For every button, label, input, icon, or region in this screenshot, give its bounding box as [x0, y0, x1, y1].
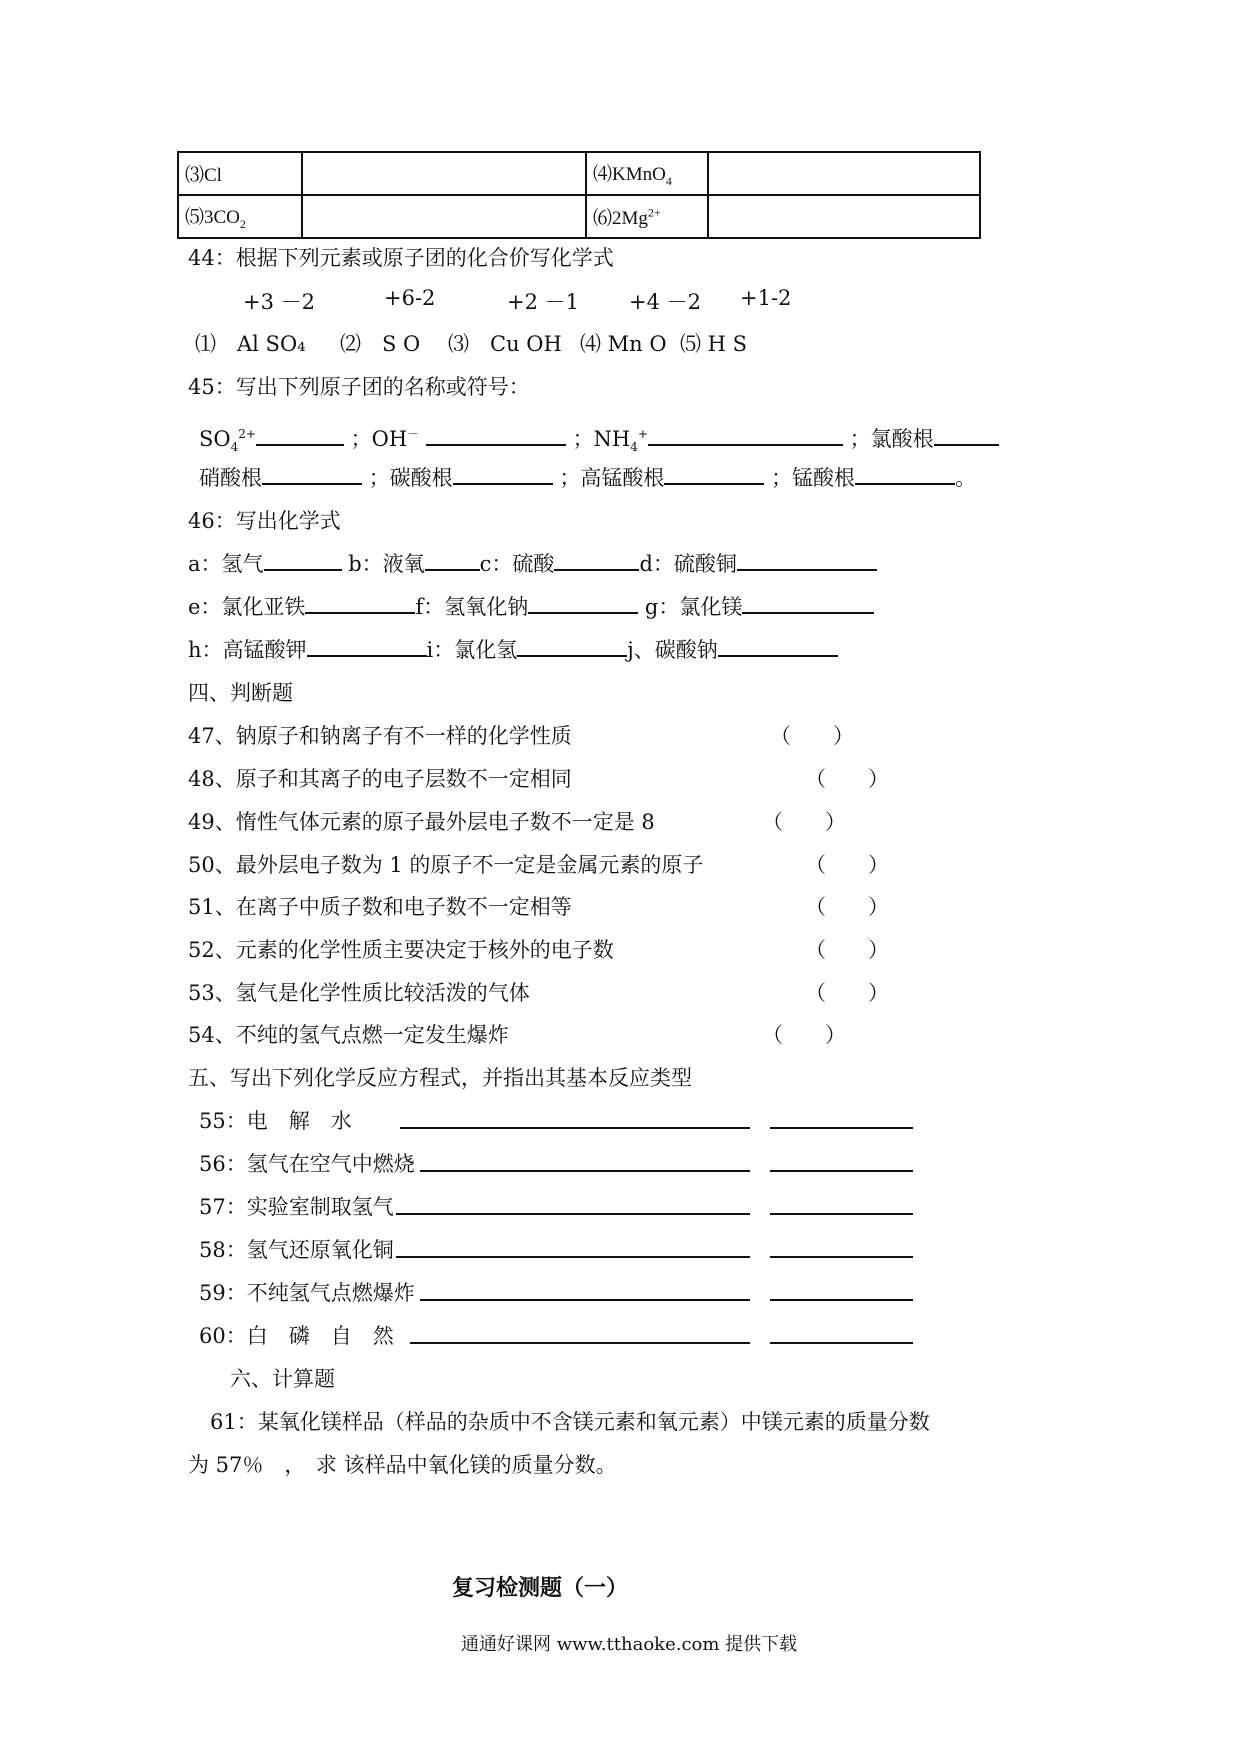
- answer-paren[interactable]: （ ）: [805, 853, 889, 877]
- answer-paren[interactable]: （ ）: [762, 810, 846, 834]
- answer-line[interactable]: [664, 463, 764, 485]
- section6-title: 六、计算题: [230, 1367, 335, 1391]
- judge-item: 54、不纯的氢气点燃一定发生爆炸: [188, 1023, 509, 1047]
- section4-title: 四、判断题: [188, 681, 293, 705]
- equation-item: 59：不纯氢气点燃爆炸: [199, 1281, 415, 1305]
- answer-line[interactable]: [256, 424, 344, 446]
- answer-paren[interactable]: （ ）: [805, 938, 889, 962]
- valence: +3 －2: [243, 290, 315, 314]
- judge-item: 51、在离子中质子数和电子数不一定相等: [188, 895, 572, 919]
- table-row: [178, 152, 980, 195]
- equation-line[interactable]: [420, 1279, 750, 1301]
- answer-line[interactable]: [453, 463, 553, 485]
- table-cell-blank[interactable]: [708, 152, 980, 195]
- footer-text: 通通好课网 www.tthaoke.com 提供下载: [461, 1634, 798, 1655]
- reaction-type-line[interactable]: [770, 1150, 913, 1172]
- equation-line[interactable]: [396, 1193, 750, 1215]
- equation-line[interactable]: [410, 1322, 750, 1344]
- answer-line[interactable]: [554, 549, 639, 571]
- equation-item: 57：实验室制取氢气: [199, 1195, 394, 1219]
- equation-item: 58：氢气还原氧化铜: [199, 1238, 394, 1262]
- equation-line[interactable]: [396, 1236, 750, 1258]
- judge-item: 52、元素的化学性质主要决定于核外的电子数: [188, 938, 614, 962]
- answer-line[interactable]: [528, 592, 638, 614]
- table-row: [178, 195, 980, 238]
- reaction-type-line[interactable]: [770, 1107, 913, 1129]
- q45-row2: 硝酸根 ；碳酸根 ；高锰酸根 ；锰酸根 。: [199, 462, 976, 492]
- reaction-type-line[interactable]: [770, 1193, 913, 1215]
- q46-row: h：高锰酸钾 i：氯化氢 j、碳酸钠: [188, 634, 838, 664]
- answer-paren[interactable]: （ ）: [762, 1023, 846, 1047]
- reaction-type-line[interactable]: [770, 1279, 913, 1301]
- answer-line[interactable]: [517, 635, 627, 657]
- q44-item: ⑷ Mn O: [580, 332, 667, 356]
- table-cell-blank[interactable]: [302, 152, 586, 195]
- answer-line[interactable]: [934, 424, 999, 446]
- valence: +4 －2: [629, 290, 701, 314]
- answer-paren[interactable]: （ ）: [805, 981, 889, 1005]
- judge-item: 50、最外层电子数为 1 的原子不一定是金属元素的原子: [188, 853, 704, 877]
- answer-line[interactable]: [262, 463, 362, 485]
- equation-line[interactable]: [420, 1150, 750, 1172]
- judge-item: 49、惰性气体元素的原子最外层电子数不一定是 8: [188, 810, 655, 834]
- page-heading: 复习检测题（一）: [452, 1576, 629, 1601]
- answer-paren[interactable]: （ ）: [770, 724, 854, 748]
- answer-line[interactable]: [307, 635, 427, 657]
- answer-paren[interactable]: （ ）: [805, 767, 889, 791]
- q46-title: 46：写出化学式: [188, 509, 341, 533]
- answer-line[interactable]: [648, 424, 843, 446]
- q44-item: ⑵ S O: [340, 332, 421, 356]
- q45-row1: $SO_4^{2+}$ ；OH－ ；$NH_4^+$ ；氯酸根: [199, 423, 999, 454]
- table-cell-blank[interactable]: [708, 195, 980, 238]
- answer-line[interactable]: [426, 424, 566, 446]
- answer-line[interactable]: [855, 463, 955, 485]
- answer-paren[interactable]: （ ）: [805, 895, 889, 919]
- reaction-type-line[interactable]: [770, 1322, 913, 1344]
- q61-text: 为 57％ ， 求 该样品中氧化镁的质量分数。: [188, 1453, 617, 1477]
- judge-item: 47、钠原子和钠离子有不一样的化学性质: [188, 724, 572, 748]
- table-cell-blank[interactable]: [302, 195, 586, 238]
- valence: +1-2: [740, 286, 792, 310]
- answer-line[interactable]: [718, 635, 838, 657]
- symbol-table: [177, 151, 981, 239]
- answer-line[interactable]: [264, 549, 342, 571]
- judge-item: 48、原子和其离子的电子层数不一定相同: [188, 767, 572, 791]
- table-cell-label: $⑹2Mg^{2+}$: [586, 195, 708, 238]
- q61-text: 61：某氧化镁样品（样品的杂质中不含镁元素和氧元素）中镁元素的质量分数: [210, 1410, 930, 1434]
- equation-item: 56：氢气在空气中燃烧: [199, 1152, 415, 1176]
- table-cell-label: $⑸3CO_2$: [178, 195, 302, 238]
- answer-line[interactable]: [742, 592, 874, 614]
- answer-line[interactable]: [425, 549, 480, 571]
- answer-line[interactable]: [305, 592, 415, 614]
- equation-line[interactable]: [400, 1107, 750, 1129]
- q44-item: ⑸ H S: [680, 332, 748, 356]
- table-cell-label: ⑶Cl: [178, 152, 302, 195]
- q46-row: a：氢气 b：液氧 c：硫酸 d：硫酸铜: [188, 548, 877, 578]
- q44-item: ⑴ Al SO₄: [195, 332, 306, 356]
- section5-title: 五、写出下列化学反应方程式，并指出其基本反应类型: [188, 1066, 692, 1090]
- table-cell-label: ⑷KMnO$_4$: [586, 152, 708, 195]
- q45-title: 45：写出下列原子团的名称或符号：: [188, 375, 530, 399]
- valence: +2 －1: [507, 290, 579, 314]
- valence: +6-2: [384, 286, 436, 310]
- answer-line[interactable]: [737, 549, 877, 571]
- q44-item: ⑶ Cu OH: [448, 332, 562, 356]
- reaction-type-line[interactable]: [770, 1236, 913, 1258]
- judge-item: 53、氢气是化学性质比较活泼的气体: [188, 981, 530, 1005]
- equation-item: 60：白 磷 自 然: [199, 1324, 394, 1348]
- q46-row: e：氯化亚铁 f：氢氧化钠 g：氯化镁: [188, 591, 874, 621]
- equation-item: 55：电 解 水: [199, 1109, 352, 1133]
- q44-title: 44：根据下列元素或原子团的化合价写化学式: [188, 246, 614, 270]
